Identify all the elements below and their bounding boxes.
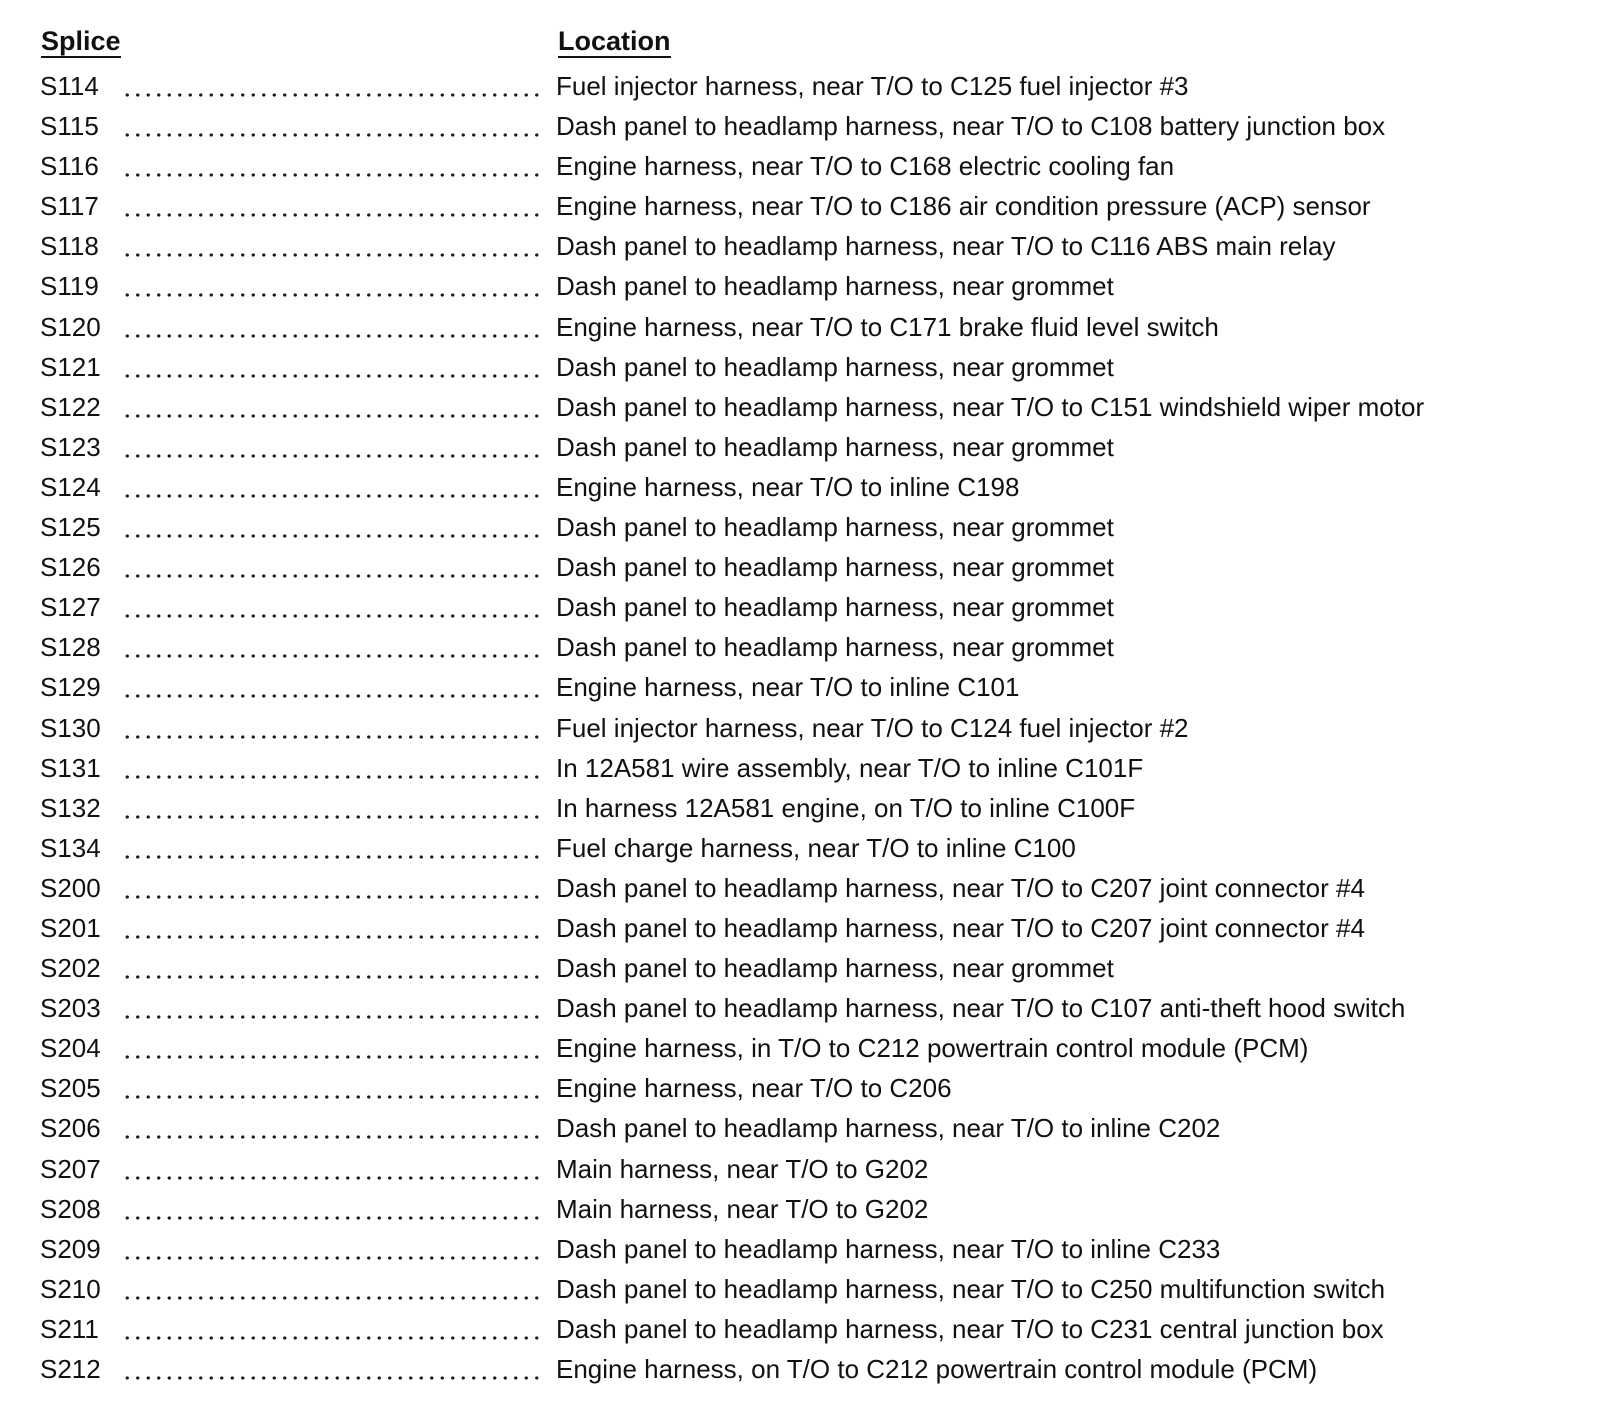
splice-location: Fuel charge harness, near T/O to inline C100 — [556, 832, 1076, 863]
table-row — [0, 67, 1612, 107]
splice-id: S200 — [40, 872, 101, 903]
table-row — [0, 869, 1612, 909]
splice-location: Dash panel to headlamp harness, near T/O to C116 ABS main relay — [556, 231, 1336, 262]
dot-leader — [122, 120, 542, 138]
dot-leader — [122, 681, 542, 699]
table-row — [0, 508, 1612, 548]
dot-leader — [122, 962, 542, 980]
table-row — [0, 668, 1612, 708]
splice-id: S212 — [40, 1354, 101, 1384]
table-row — [0, 829, 1612, 869]
dot-leader — [122, 441, 542, 459]
table-row — [0, 428, 1612, 468]
dot-leader — [122, 200, 542, 218]
splice-id: S210 — [40, 1273, 101, 1304]
splice-id: S124 — [40, 471, 101, 502]
splice-location: Engine harness, near T/O to C168 electric cooling fan — [556, 151, 1175, 182]
splice-location: Dash panel to headlamp harness, near T/O to C231 central junction box — [556, 1313, 1384, 1344]
table-row — [0, 267, 1612, 307]
table-row — [0, 909, 1612, 949]
splice-location: Engine harness, near T/O to inline C101 — [556, 672, 1020, 703]
table-row — [0, 1190, 1612, 1230]
splice-id: S128 — [40, 632, 101, 663]
dot-leader — [122, 1163, 542, 1181]
table-row — [0, 1150, 1612, 1190]
splice-location: Engine harness, near T/O to C171 brake fluid level switch — [556, 311, 1219, 342]
table-row — [0, 187, 1612, 227]
splice-id: S120 — [40, 311, 101, 342]
splice-id: S116 — [40, 151, 99, 182]
splice-id: S205 — [40, 1073, 101, 1104]
splice-location: Dash panel to headlamp harness, near T/O to C108 battery junction box — [556, 111, 1386, 142]
table-row — [0, 1350, 1612, 1390]
table-row — [0, 749, 1612, 789]
splice-location: Engine harness, on T/O to C212 powertrain control module (PCM) — [556, 1354, 1318, 1384]
splice-location: Engine harness, near T/O to inline C198 — [556, 471, 1020, 502]
splice-location: Dash panel to headlamp harness, near T/O to C207 joint connector #4 — [556, 872, 1365, 903]
table-row — [0, 1270, 1612, 1310]
dot-leader — [122, 762, 542, 780]
splice-id: S130 — [40, 712, 101, 743]
table-row — [0, 348, 1612, 388]
splice-location: Dash panel to headlamp harness, near grommet — [556, 632, 1114, 663]
dot-leader — [122, 280, 542, 298]
dot-leader — [122, 160, 542, 178]
splice-header-label: Splice — [41, 26, 121, 56]
splice-location: Main harness, near T/O to G202 — [556, 1153, 929, 1184]
splice-id: S201 — [40, 912, 101, 943]
dot-leader — [122, 481, 542, 499]
splice-location: Engine harness, near T/O to C186 air condition pressure (ACP) sensor — [556, 191, 1371, 222]
table-row — [0, 628, 1612, 668]
table-row — [0, 548, 1612, 588]
table-row — [0, 107, 1612, 147]
dot-leader — [122, 1203, 542, 1221]
dot-leader — [122, 401, 542, 419]
table-row — [0, 989, 1612, 1029]
splice-location: Dash panel to headlamp harness, near grommet — [556, 953, 1114, 984]
dot-leader — [122, 361, 542, 379]
table-row — [0, 949, 1612, 989]
splice-table-body — [0, 67, 1612, 1390]
table-row — [0, 388, 1612, 428]
splice-id: S209 — [40, 1233, 101, 1264]
splice-location: In 12A581 wire assembly, near T/O to inline C101F — [556, 752, 1144, 783]
dot-leader — [122, 882, 542, 900]
splice-id: S117 — [40, 191, 99, 222]
splice-location: In harness 12A581 engine, on T/O to inline C100F — [556, 792, 1136, 823]
dot-leader — [122, 1283, 542, 1301]
dot-leader — [122, 601, 542, 619]
splice-location: Main harness, near T/O to G202 — [556, 1193, 929, 1224]
dot-leader — [122, 1243, 542, 1261]
splice-location: Dash panel to headlamp harness, near T/O to C250 multifunction switch — [556, 1273, 1386, 1304]
splice-location: Dash panel to headlamp harness, near grommet — [556, 592, 1114, 623]
dot-leader — [122, 521, 542, 539]
splice-id: S134 — [40, 832, 101, 863]
dot-leader — [122, 1363, 542, 1381]
splice-id: S211 — [40, 1313, 99, 1344]
splice-location: Dash panel to headlamp harness, near grommet — [556, 351, 1114, 382]
splice-location: Fuel injector harness, near T/O to C124 fuel injector #2 — [556, 712, 1189, 743]
dot-leader — [122, 1002, 542, 1020]
table-row — [0, 1109, 1612, 1149]
dot-leader — [122, 240, 542, 258]
table-row — [0, 468, 1612, 508]
dot-leader — [122, 922, 542, 940]
splice-id: S129 — [40, 672, 101, 703]
dot-leader — [122, 1042, 542, 1060]
table-row — [0, 1230, 1612, 1270]
location-header-label: Location — [558, 26, 671, 56]
splice-id: S126 — [40, 552, 101, 583]
table-row — [0, 1310, 1612, 1350]
dot-leader — [122, 802, 542, 820]
location-column-header — [558, 24, 671, 58]
table-row — [0, 1029, 1612, 1069]
splice-id: S208 — [40, 1193, 101, 1224]
splice-id: S125 — [40, 512, 101, 543]
dot-leader — [122, 842, 542, 860]
splice-location: Fuel injector harness, near T/O to C125 fuel injector #3 — [556, 71, 1189, 101]
splice-location: Dash panel to headlamp harness, near T/O to C107 anti-theft hood switch — [556, 993, 1406, 1024]
table-row — [0, 227, 1612, 267]
table-header — [0, 24, 1612, 60]
splice-id: S132 — [40, 792, 101, 823]
dot-leader — [122, 321, 542, 339]
splice-location: Dash panel to headlamp harness, near T/O to inline C202 — [556, 1113, 1221, 1144]
table-row — [0, 147, 1612, 187]
splice-id: S114 — [40, 71, 99, 101]
splice-id: S121 — [40, 351, 101, 382]
splice-id: S204 — [40, 1033, 101, 1064]
splice-location: Dash panel to headlamp harness, near T/O to C151 windshield wiper motor — [556, 391, 1425, 422]
splice-id: S118 — [40, 231, 99, 262]
table-row — [0, 709, 1612, 749]
dot-leader — [122, 722, 542, 740]
splice-id: S115 — [40, 111, 99, 142]
dot-leader — [122, 561, 542, 579]
splice-id: S119 — [40, 271, 99, 302]
table-row — [0, 789, 1612, 829]
splice-id: S123 — [40, 431, 101, 462]
splice-id: S122 — [40, 391, 101, 422]
splice-id: S203 — [40, 993, 101, 1024]
splice-location: Dash panel to headlamp harness, near grommet — [556, 512, 1114, 543]
table-row — [0, 588, 1612, 628]
splice-id: S127 — [40, 592, 101, 623]
dot-leader — [122, 1122, 542, 1140]
splice-location: Dash panel to headlamp harness, near grommet — [556, 271, 1114, 302]
splice-location: Dash panel to headlamp harness, near grommet — [556, 431, 1114, 462]
splice-id: S131 — [40, 752, 101, 783]
splice-location: Engine harness, in T/O to C212 powertrain control module (PCM) — [556, 1033, 1309, 1064]
dot-leader — [122, 641, 542, 659]
splice-location: Dash panel to headlamp harness, near grommet — [556, 552, 1114, 583]
dot-leader — [122, 1082, 542, 1100]
table-row — [0, 1069, 1612, 1109]
splice-location: Dash panel to headlamp harness, near T/O to inline C233 — [556, 1233, 1221, 1264]
splice-location: Engine harness, near T/O to C206 — [556, 1073, 952, 1104]
table-row — [0, 308, 1612, 348]
dot-leader — [122, 80, 542, 98]
splice-id: S202 — [40, 953, 101, 984]
dot-leader — [122, 1323, 542, 1341]
splice-id: S207 — [40, 1153, 101, 1184]
splice-location: Dash panel to headlamp harness, near T/O to C207 joint connector #4 — [556, 912, 1365, 943]
splice-column-header — [41, 24, 121, 58]
splice-id: S206 — [40, 1113, 101, 1144]
